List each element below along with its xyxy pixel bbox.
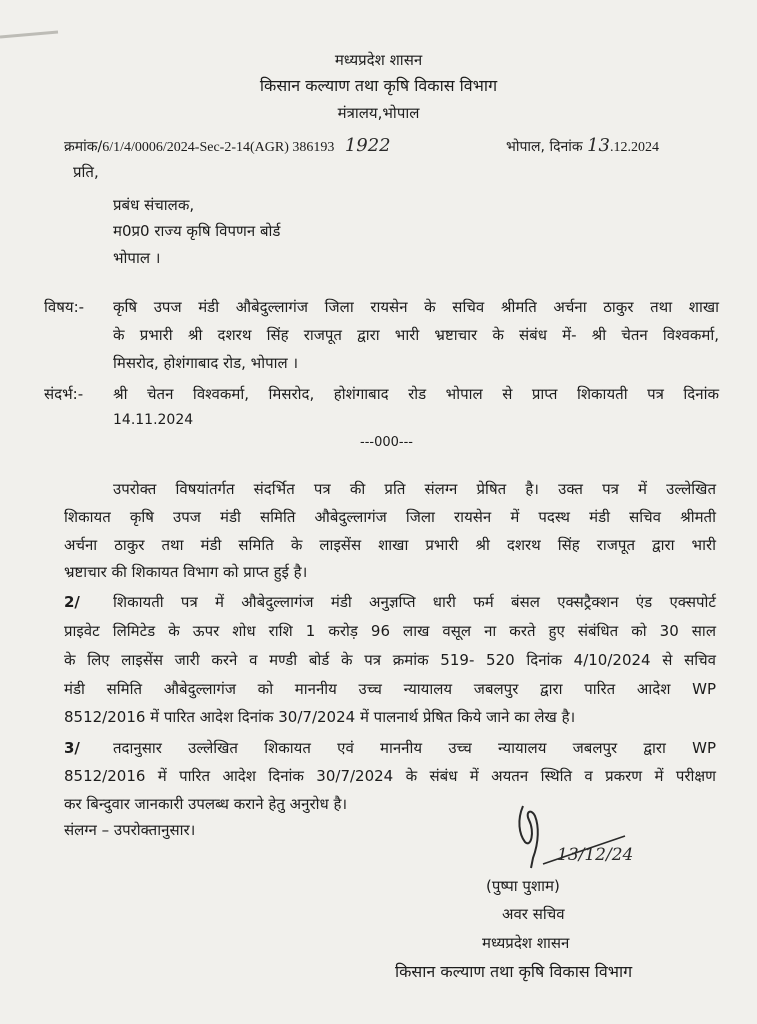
enclosure: संलग्न – उपरोक्तानुसार।	[64, 821, 196, 839]
reference-label: संदर्भ:-	[44, 385, 84, 403]
subject-line: मिसरोद, होशंगाबाद रोड, भोपाल ।	[113, 354, 299, 372]
signatory-dept: किसान कल्याण तथा कृषि विकास विभाग	[395, 962, 633, 981]
handwritten-number: 1922	[344, 135, 391, 156]
header-office: मंत्रालय,भोपाल	[337, 104, 420, 122]
subject-line: के प्रभारी श्री दशरथ सिंह राजपूत द्वारा भारी भ्रष्टाचार के संबंध में- श्री चेतन विश्वकर्मा,	[113, 326, 719, 344]
ref-number-line	[64, 136, 391, 158]
para2-line: प्राइवेट लिमिटेड के ऊपर शोध राशि 1 करोड़ 96 लाख वसूल ना करते हुए संबंधित को 30 साल	[64, 622, 716, 640]
para2-line: 8512/2016 में पारित आदेश दिनांक 30/7/2024 में पालनार्थ प्रेषित किये जाने का लेख है।	[64, 708, 576, 726]
reference-line: 14.11.2024	[113, 412, 194, 428]
para2-line: शिकायती पत्र में औबेदुल्लागंज मंडी अनुज्ञप्ति धारी फर्म बंसल एक्सट्रैक्शन एंड एक्सपोर्ट	[113, 593, 716, 611]
prati: प्रति,	[73, 163, 99, 181]
signatory-designation: अवर सचिव	[502, 905, 565, 923]
addressee-line3: भोपाल ।	[113, 249, 161, 267]
para2-number: 2/	[64, 593, 80, 611]
para3-line: 8512/2016 में पारित आदेश दिनांक 30/7/2024 के संबंध में अयतन स्थिति व प्रकरण में परीक्षण	[64, 767, 716, 785]
signature-hand-date: 13/12/24	[557, 845, 634, 865]
para1-line: शिकायत कृषि उपज मंडी समिति औबेदुल्लागंज जिला रायसेन में पदस्थ मंडी सचिव श्रीमती	[64, 508, 716, 526]
header-govt: मध्यप्रदेश शासन	[334, 51, 423, 69]
header-dept: किसान कल्याण तथा कृषि विकास विभाग	[259, 76, 498, 95]
kramank-label: क्रमांक/	[64, 139, 103, 155]
para1-line: उपरोक्त विषयांतर्गत संदर्भित पत्र की प्रति संलग्न प्रेषित है। उक्त पत्र में उल्लेखित	[113, 480, 716, 498]
para1-line: भ्रष्टाचार की शिकायत विभाग को प्राप्त हुई है।	[64, 563, 308, 581]
para2-line: के लिए लाइसेंस जारी करने व मण्डी बोर्ड के पत्र क्रमांक 519- 520 दिनांक 4/10/2024 से सचिव	[64, 651, 716, 669]
para3-line: कर बिन्दुवार जानकारी उपलब्ध कराने हेतु अनुरोध है।	[64, 795, 348, 813]
date-handwritten: 13	[587, 135, 611, 156]
subject-line: कृषि उपज मंडी औबेदुल्लागंज जिला रायसेन के सचिव श्रीमति अर्चना ठाकुर तथा शाखा	[113, 298, 719, 316]
para2-line: मंडी समिति औबेदुल्लागंज को माननीय उच्च न्यायालय जबलपुर द्वारा पारित आदेश WP	[64, 680, 716, 698]
para3-number: 3/	[64, 739, 80, 757]
signatory-name: (पुष्पा पुशाम)	[486, 877, 560, 895]
date-label: भोपाल, दिनांक	[506, 139, 583, 155]
subject-label: विषय:-	[44, 298, 85, 316]
addressee-line1: प्रबंध संचालक,	[113, 196, 195, 214]
date-line	[506, 136, 659, 158]
date-rest: .12.2024	[610, 140, 660, 155]
page-fold-mark	[0, 30, 60, 44]
ref-number: 6/1/4/0006/2024-Sec-2-14(AGR) 386193	[102, 140, 335, 155]
handwritten-signature	[505, 802, 655, 872]
para1-line: अर्चना ठाकुर तथा मंडी समिति के लाइसेंस शाखा प्रभारी श्री दशरथ सिंह राजपूत द्वारा भारी	[64, 536, 716, 554]
para3-line: तदानुसार उल्लेखित शिकायत एवं माननीय उच्च न्यायालय जबलपुर द्वारा WP	[113, 739, 716, 757]
separator: ---000---	[360, 435, 413, 450]
reference-line: श्री चेतन विश्वकर्मा, मिसरोद, होशंगाबाद रोड भोपाल से प्राप्त शिकायती पत्र दिनांक	[113, 385, 719, 403]
signatory-govt: मध्यप्रदेश शासन	[482, 934, 570, 952]
addressee-line2: म0प्र0 राज्य कृषि विपणन बोर्ड	[113, 222, 281, 240]
